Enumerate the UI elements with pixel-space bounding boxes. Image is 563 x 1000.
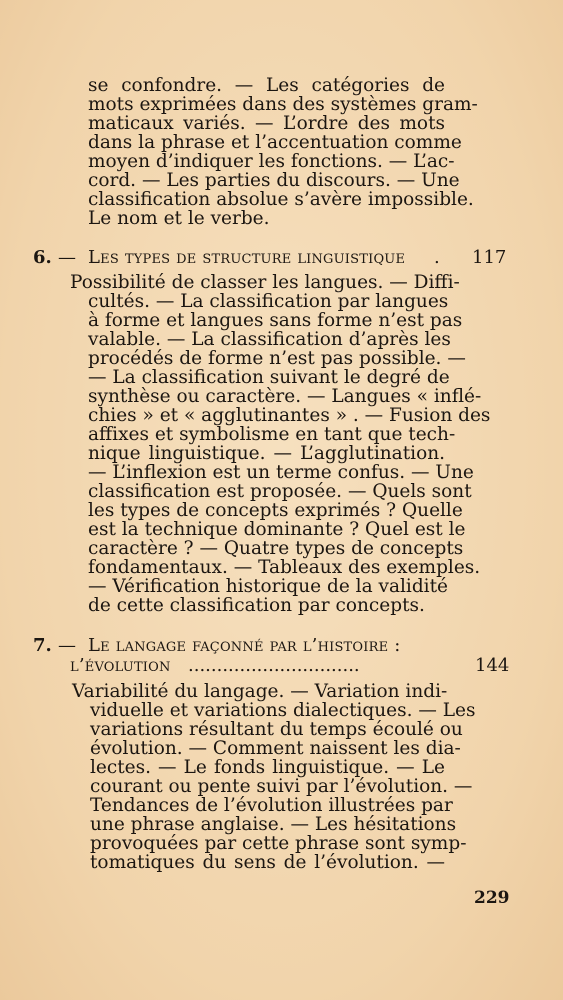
text-line: procédés de forme n’est pas possible. —: [88, 348, 466, 369]
text-line: — L’inflexion est un terme confus. — Une: [88, 462, 474, 483]
text-line: mots exprimées dans des systèmes gram-: [88, 94, 478, 115]
chapter-number: 6.: [33, 247, 52, 268]
chapter-title: Le langage façonné par l’histoire :: [88, 635, 401, 656]
text-line: affixes et symbolisme en tant que tech-: [88, 424, 456, 445]
text-line: — La classification suivant le degré de: [88, 367, 450, 388]
text-line: moyen d’indiquer les fonctions. — L’ac-: [88, 151, 455, 172]
text-line: une phrase anglaise. — Les hésitations: [90, 814, 457, 835]
text-line: Variabilité du langage. — Variation indi-: [72, 681, 448, 702]
text-line: cord. — Les parties du discours. — Une: [88, 170, 460, 191]
text-line: Le nom et le verbe.: [88, 208, 270, 229]
text-line: caractère ? — Quatre types de concepts: [88, 538, 464, 559]
text-line: les types de concepts exprimés ? Quelle: [88, 500, 463, 521]
text-line: — Vérification historique de la validité: [88, 576, 448, 597]
chapter-page: 144: [475, 655, 510, 676]
text-line: se confondre. — Les catégories de: [88, 75, 445, 96]
text-line: courant ou pente suivi par l’évolution. —: [90, 776, 473, 797]
text-line: maticaux variés. — L’ordre des mots: [88, 113, 445, 134]
text-line: nique linguistique. — L’agglutination.: [88, 443, 445, 464]
chapter-dash: —: [58, 247, 76, 268]
text-line: variations résultant du temps écoulé ou: [90, 719, 463, 740]
text-line: Possibilité de classer les langues. — Diffi-: [70, 272, 460, 293]
chapter-title: Les types de structure linguistique: [88, 247, 406, 268]
chapter-dash: —: [58, 635, 76, 656]
text-line: viduelle et variations dialectiques. — Les: [90, 700, 476, 721]
text-line: dans la phrase et l’accentuation comme: [88, 132, 462, 153]
chapter-title-continued: l’évolution: [70, 655, 171, 676]
chapter-page: 117: [472, 247, 507, 268]
title-dot: .: [434, 247, 440, 268]
chapter-number: 7.: [33, 635, 52, 656]
text-line: valable. — La classification d’après les: [88, 329, 451, 350]
text-line: à forme et langues sans forme n’est pas: [88, 310, 463, 331]
text-line: est la technique dominante ? Quel est le: [88, 519, 466, 540]
text-line: classification absolue s’avère impossible.: [88, 189, 474, 210]
text-line: fondamentaux. — Tableaux des exemples.: [88, 557, 481, 578]
text-line: chies » et « agglutinantes » . — Fusion des: [88, 405, 491, 426]
text-line: évolution. — Comment naissent les dia-: [90, 738, 461, 759]
text-line: Tendances de l’évolution illustrées par: [90, 795, 453, 816]
page-number: 229: [474, 888, 510, 908]
leader-dots: ..............................: [188, 655, 360, 676]
text-line: provoquées par cette phrase sont symp-: [90, 833, 467, 854]
text-line: lectes. — Le fonds linguistique. — Le: [90, 757, 445, 778]
text-line: classification est proposée. — Quels sont: [88, 481, 472, 502]
text-line: cultés. — La classification par langues: [88, 291, 449, 312]
text-line: tomatiques du sens de l’évolution. —: [90, 852, 445, 873]
text-line: de cette classification par concepts.: [88, 595, 425, 616]
text-line: synthèse ou caractère. — Langues « inflé-: [88, 386, 482, 407]
